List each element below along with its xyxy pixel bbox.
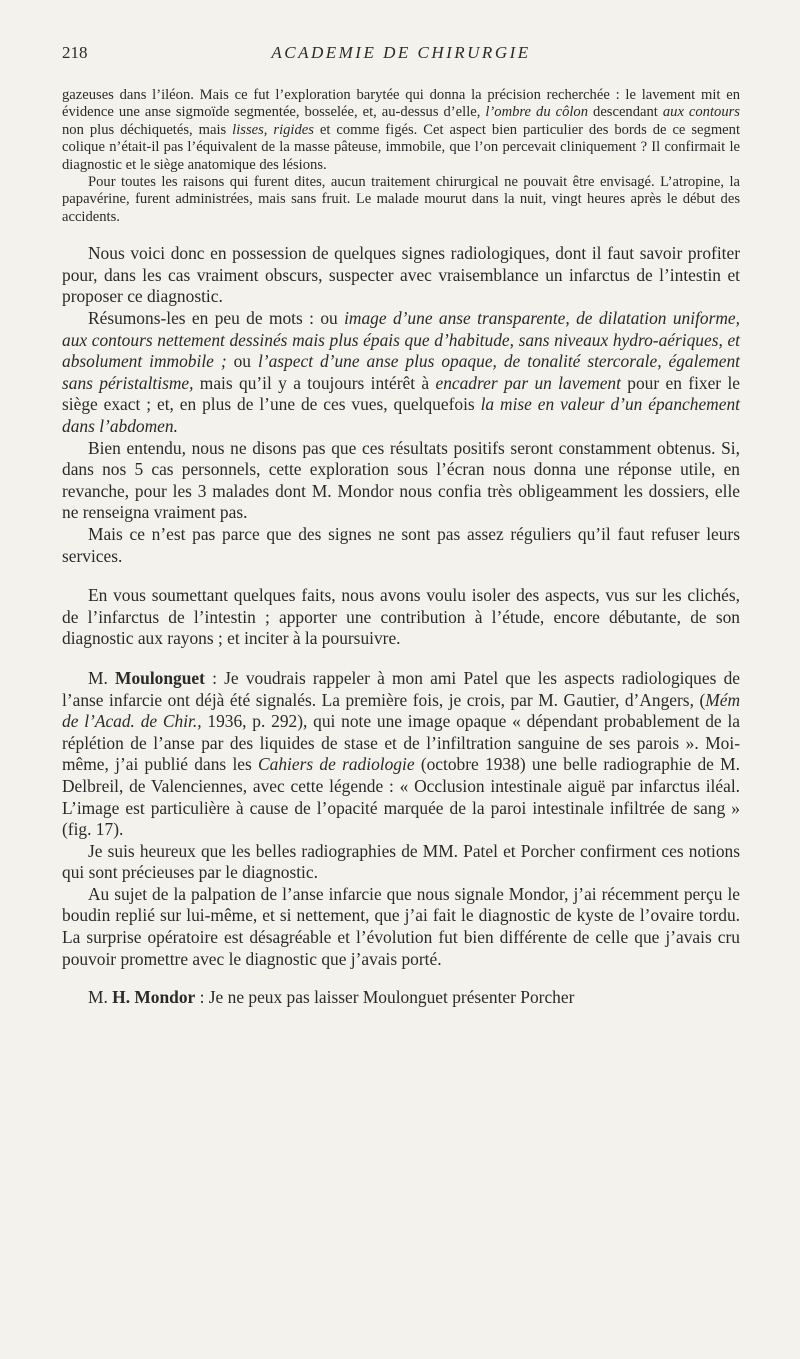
italic-text: l’aspect d’une anse plus opaque, de tonalité stercorale, également sans péristaltisme, (62, 351, 740, 393)
paragraph-case-radiology (62, 87, 740, 174)
paragraph-moulonguet-palpation (62, 884, 740, 970)
text-run: M. (88, 667, 116, 688)
italic-text: Cahiers de radiologie (258, 754, 415, 775)
text-run: Au sujet de la palpation de l’anse infarcie que nous signale Mondor, j’ai récemment perçu le boudin replié sur lui-même, et si nettement, que j’ai fait le diagnostic de kyste de l’ovaire tordu. La surprise opératoire est désagréable et l’évolution fut bien différente de celle que j’avais cru pouvoir promettre avec le diagnostic que j’avais porté. (62, 883, 740, 969)
paragraph-summary-signs (62, 308, 740, 438)
speaker-name: Moulonguet (115, 667, 205, 688)
italic-text: image d’une anse transparente, de dilatation uniforme, aux contours nettement dessinés mais plus épais que d’habitude, sans niveaux hydro-aériques, et absolument immobile ; (62, 308, 740, 372)
paragraph-radiological-signs (62, 243, 740, 308)
page-body (62, 87, 740, 1009)
spacer (62, 567, 740, 585)
speaker-name: H. Mondor (112, 987, 196, 1008)
text-run: : Je voudrais rappeler à mon ami Patel que les aspects radiologiques de l’anse infarcie ont déjà été signalés. La première fois, je crois, par M. Gautier, d’Angers, ( (62, 667, 740, 710)
paragraph-moulonguet-remarks (62, 668, 740, 841)
page-header (62, 43, 740, 67)
text-run: pour en fixer le siège exact ; et, en plus de l’une de ces vues, quelquefois (62, 372, 740, 415)
italic-text: encadrer par un lavement (435, 372, 621, 393)
text-run: M. (88, 987, 113, 1008)
italic-text: la mise en valeur d’un épanchement dans l’abdomen. (62, 394, 740, 436)
text-run: (octobre 1938) une belle radiographie de M. Delbreil, de Valenciennes, avec cette légende : « Occlusion intestinale aiguë par infarctus iléal. L’image est particulière à cause de l’opacité marquée de la paroi intestinale infiltrée de sang » (fig. 17). (62, 754, 740, 840)
text-run: mais qu’il y a toujours intérêt à (193, 372, 436, 393)
paragraph-moulonguet-radiographs (62, 841, 740, 884)
text-run: Pour toutes les raisons qui furent dites, aucun traitement chirurgical ne pouvait être envisagé. L’atropine, la papavérine, furent administrées, mais sans fruit. Le malade mourut dans la nuit, vingt heures après le début des accidents. (62, 174, 740, 225)
paragraph-case-outcome (62, 174, 740, 226)
text-run: : Je ne peux pas laisser Moulonguet présenter Porcher (195, 987, 575, 1008)
text-run: descendant (588, 104, 663, 121)
paragraph-conclusion (62, 585, 740, 650)
italic-text: Mém de l’Acad. de Chir., (62, 689, 740, 732)
italic-text: aux contours (662, 104, 740, 121)
text-run: 1936, p. 292), qui note une image opaque « dépendant probablement de la réplétion de l’anse par des liquides de stase et de l’infiltration sanguine de ses parois ». Moi-même, j’ai publié dans les (62, 711, 740, 775)
paragraph-services (62, 524, 740, 567)
italic-text: l’ombre du côlon (485, 104, 589, 121)
spacer (62, 226, 740, 243)
text-run: En vous soumettant quelques faits, nous avons voulu isoler des aspects, vus sur les clichés, de l’infarctus de l’intestin ; apporter une contribution à l’étude, encore débutante, de son diagnostic aux rayons ; et inciter à la poursuivre. (62, 585, 740, 649)
text-run: et comme figés. Cet aspect bien particulier des bords de ce segment colique n’était-il pas l’équivalent de la masse pâteuse, immobile, que l’on percevait cliniquement ? Il confirmait le diagnostic et le siège anatomique des lésions. (62, 121, 740, 173)
text-run: Nous voici donc en possession de quelques signes radiologiques, dont il faut savoir profiter pour, dans les cas vraiment obscurs, suspecter avec vraisemblance un infarctus de l’intestin et proposer ce diagnostic. (62, 243, 740, 307)
text-run: Mais ce n’est pas parce que des signes ne sont pas assez réguliers qu’il faut refuser leurs services. (62, 523, 740, 566)
text-run: Bien entendu, nous ne disons pas que ces résultats positifs seront constamment obtenus. Si, dans nos 5 cas personnels, cette exploration sous l’écran nous donna une réponse utile, en revanche, pour les 3 malades dont M. Mondor nous confia très obligeamment les dossiers, elle ne renseigna vraiment pas. (62, 437, 740, 523)
text-run: gazeuses dans l’iléon. Mais ce fut l’exploration barytée qui donna la précision recherchée : le lavement mit en évidence une anse sigmoïde segmentée, bosselée, et, au-dessus d’elle, (62, 87, 740, 121)
text-run: non plus déchiquetés, mais (62, 121, 233, 138)
text-run: Résumons-les en peu de mots : ou (88, 308, 345, 329)
page-number: 218 (62, 43, 88, 62)
spacer (62, 970, 740, 987)
running-title: ACADEMIE DE CHIRURGIE (271, 43, 531, 62)
paragraph-mondor-remarks (62, 987, 740, 1009)
text-run: ou (226, 351, 258, 372)
text-run: Je suis heureux que les belles radiographies de MM. Patel et Porcher confirment ces notions qui sont précieuses par le diagnostic. (62, 840, 740, 883)
spacer (62, 650, 740, 668)
paragraph-results (62, 438, 740, 524)
italic-text: lisses, rigides (232, 121, 314, 138)
